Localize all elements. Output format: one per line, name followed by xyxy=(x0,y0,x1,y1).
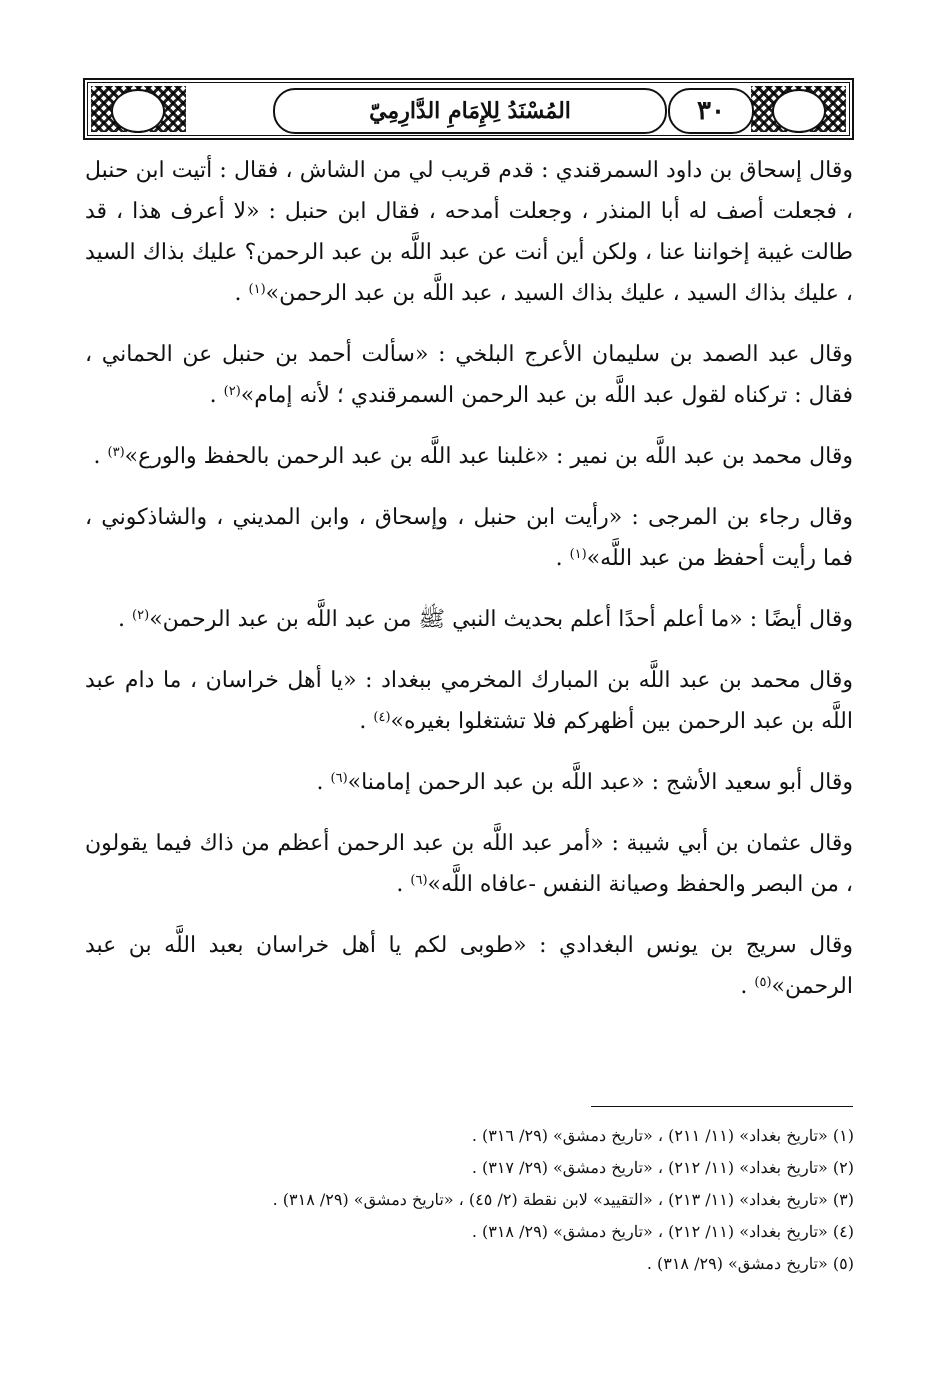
footnote-ref: (٢) xyxy=(132,608,150,623)
right-ornament xyxy=(751,86,846,132)
paragraph: وقال أيضًا : «ما أعلم أحدًا أعلم بحديث النبي ﷺ من عبد اللَّه بن عبد الرحمن»$^{(٢)}$ . xyxy=(118,607,853,632)
footnote-ref: (٤) xyxy=(373,710,391,725)
footnote-separator xyxy=(591,1106,853,1107)
left-medallion-icon xyxy=(111,89,165,133)
paragraph: وقال محمد بن عبد اللَّه بن نمير : «غلبنا عبد اللَّه بن عبد الرحمن بالحفظ والورع»$^{(٣)}$ . xyxy=(93,444,853,469)
paragraph: وقال أبو سعيد الأشج : «عبد اللَّه بن عبد الرحمن إمامنا»$^{(٦)}$ . xyxy=(316,770,853,795)
paragraph: وقال سريج بن يونس البغدادي : «طوبى لكم يا أهل خراسان بعبد اللَّه بن عبد الرحمن»$^{(٥)}$ . xyxy=(85,933,853,999)
page-header xyxy=(83,78,854,140)
footnote: (٤) «تاريخ بغداد» (١١/ ٢١٢) ، «تاريخ دمشق» (٢٩/ ٣١٨) . xyxy=(471,1222,854,1241)
footnote-ref: (١) xyxy=(569,547,587,562)
footnote-ref: (١) xyxy=(248,282,266,297)
paragraph: وقال رجاء بن المرجى : «رأيت ابن حنبل ، وإسحاق ، وابن المديني ، والشاذكوني ، فما رأيت أحفظ من عبد اللَّه»$^{(١)}$ . xyxy=(85,505,853,571)
footnote-ref: (٦) xyxy=(330,771,348,786)
footnote-ref: (٥) xyxy=(754,975,772,990)
page-number: ٣٠ xyxy=(697,96,725,126)
right-medallion-icon xyxy=(772,89,826,133)
footnote: (٥) «تاريخ دمشق» (٢٩/ ٣١٨) . xyxy=(646,1254,854,1273)
page-number-box xyxy=(668,88,754,134)
footnote-ref: (٣) xyxy=(107,445,125,460)
running-title: المُسْنَدُ لِلإِمَامِ الدَّارِمِيّ xyxy=(369,98,571,124)
footnote-ref: (٢) xyxy=(223,384,241,399)
footnote-ref: (٦) xyxy=(410,873,428,888)
footnote: (٢) «تاريخ بغداد» (١١/ ٢١٢) ، «تاريخ دمشق» (٢٩/ ٣١٧) . xyxy=(471,1158,854,1177)
paragraph: وقال محمد بن عبد اللَّه بن المبارك المخرمي ببغداد : «يا أهل خراسان ، ما دام عبد اللَّه بن عبد الرحمن بين أظهركم فلا تشتغلوا بغيره»$^{(٤)}$ . xyxy=(85,668,853,734)
footnote: (٣) «تاريخ بغداد» (١١/ ٢١٣) ، «التقييد» لابن نقطة (٢/ ٤٥) ، «تاريخ دمشق» (٢٩/ ٣١٨) . xyxy=(272,1190,854,1209)
paragraph: وقال عبد الصمد بن سليمان الأعرج البلخي : «سألت أحمد بن حنبل عن الحماني ، فقال : تركناه لقول عبد اللَّه بن عبد الرحمن السمرقندي ؛ لأنه إمام»$^{(٢)}$ . xyxy=(85,342,853,408)
title-cartouche xyxy=(273,88,667,134)
footnote: (١) «تاريخ بغداد» (١١/ ٢١١) ، «تاريخ دمشق» (٢٩/ ٣١٦) . xyxy=(471,1126,854,1145)
footnotes xyxy=(94,1120,854,1280)
paragraph: وقال إسحاق بن داود السمرقندي : قدم قريب لي من الشاش ، فقال : أتيت ابن حنبل ، فجعلت أصف له أبا المنذر ، وجعلت أمدحه ، فقال ابن حنبل : «لا أعرف هذا ، قد طالت غيبة إخواننا عنا ، ولكن أين أنت عن عبد اللَّه بن عبد الرحمن؟ عليك بذاك السيد ، عليك بذاك السيد ، عليك بذاك السيد ، عبد اللَّه بن عبد الرحمن»$^{(١)}$ . xyxy=(85,158,853,306)
paragraph: وقال عثمان بن أبي شيبة : «أمر عبد اللَّه بن عبد الرحمن أعظم من ذاك فيما يقولون ، من البصر والحفظ وصيانة النفس -عافاه اللَّه»$^{(٦)}$ . xyxy=(85,831,853,897)
main-text xyxy=(85,150,853,1027)
left-ornament xyxy=(91,86,186,132)
